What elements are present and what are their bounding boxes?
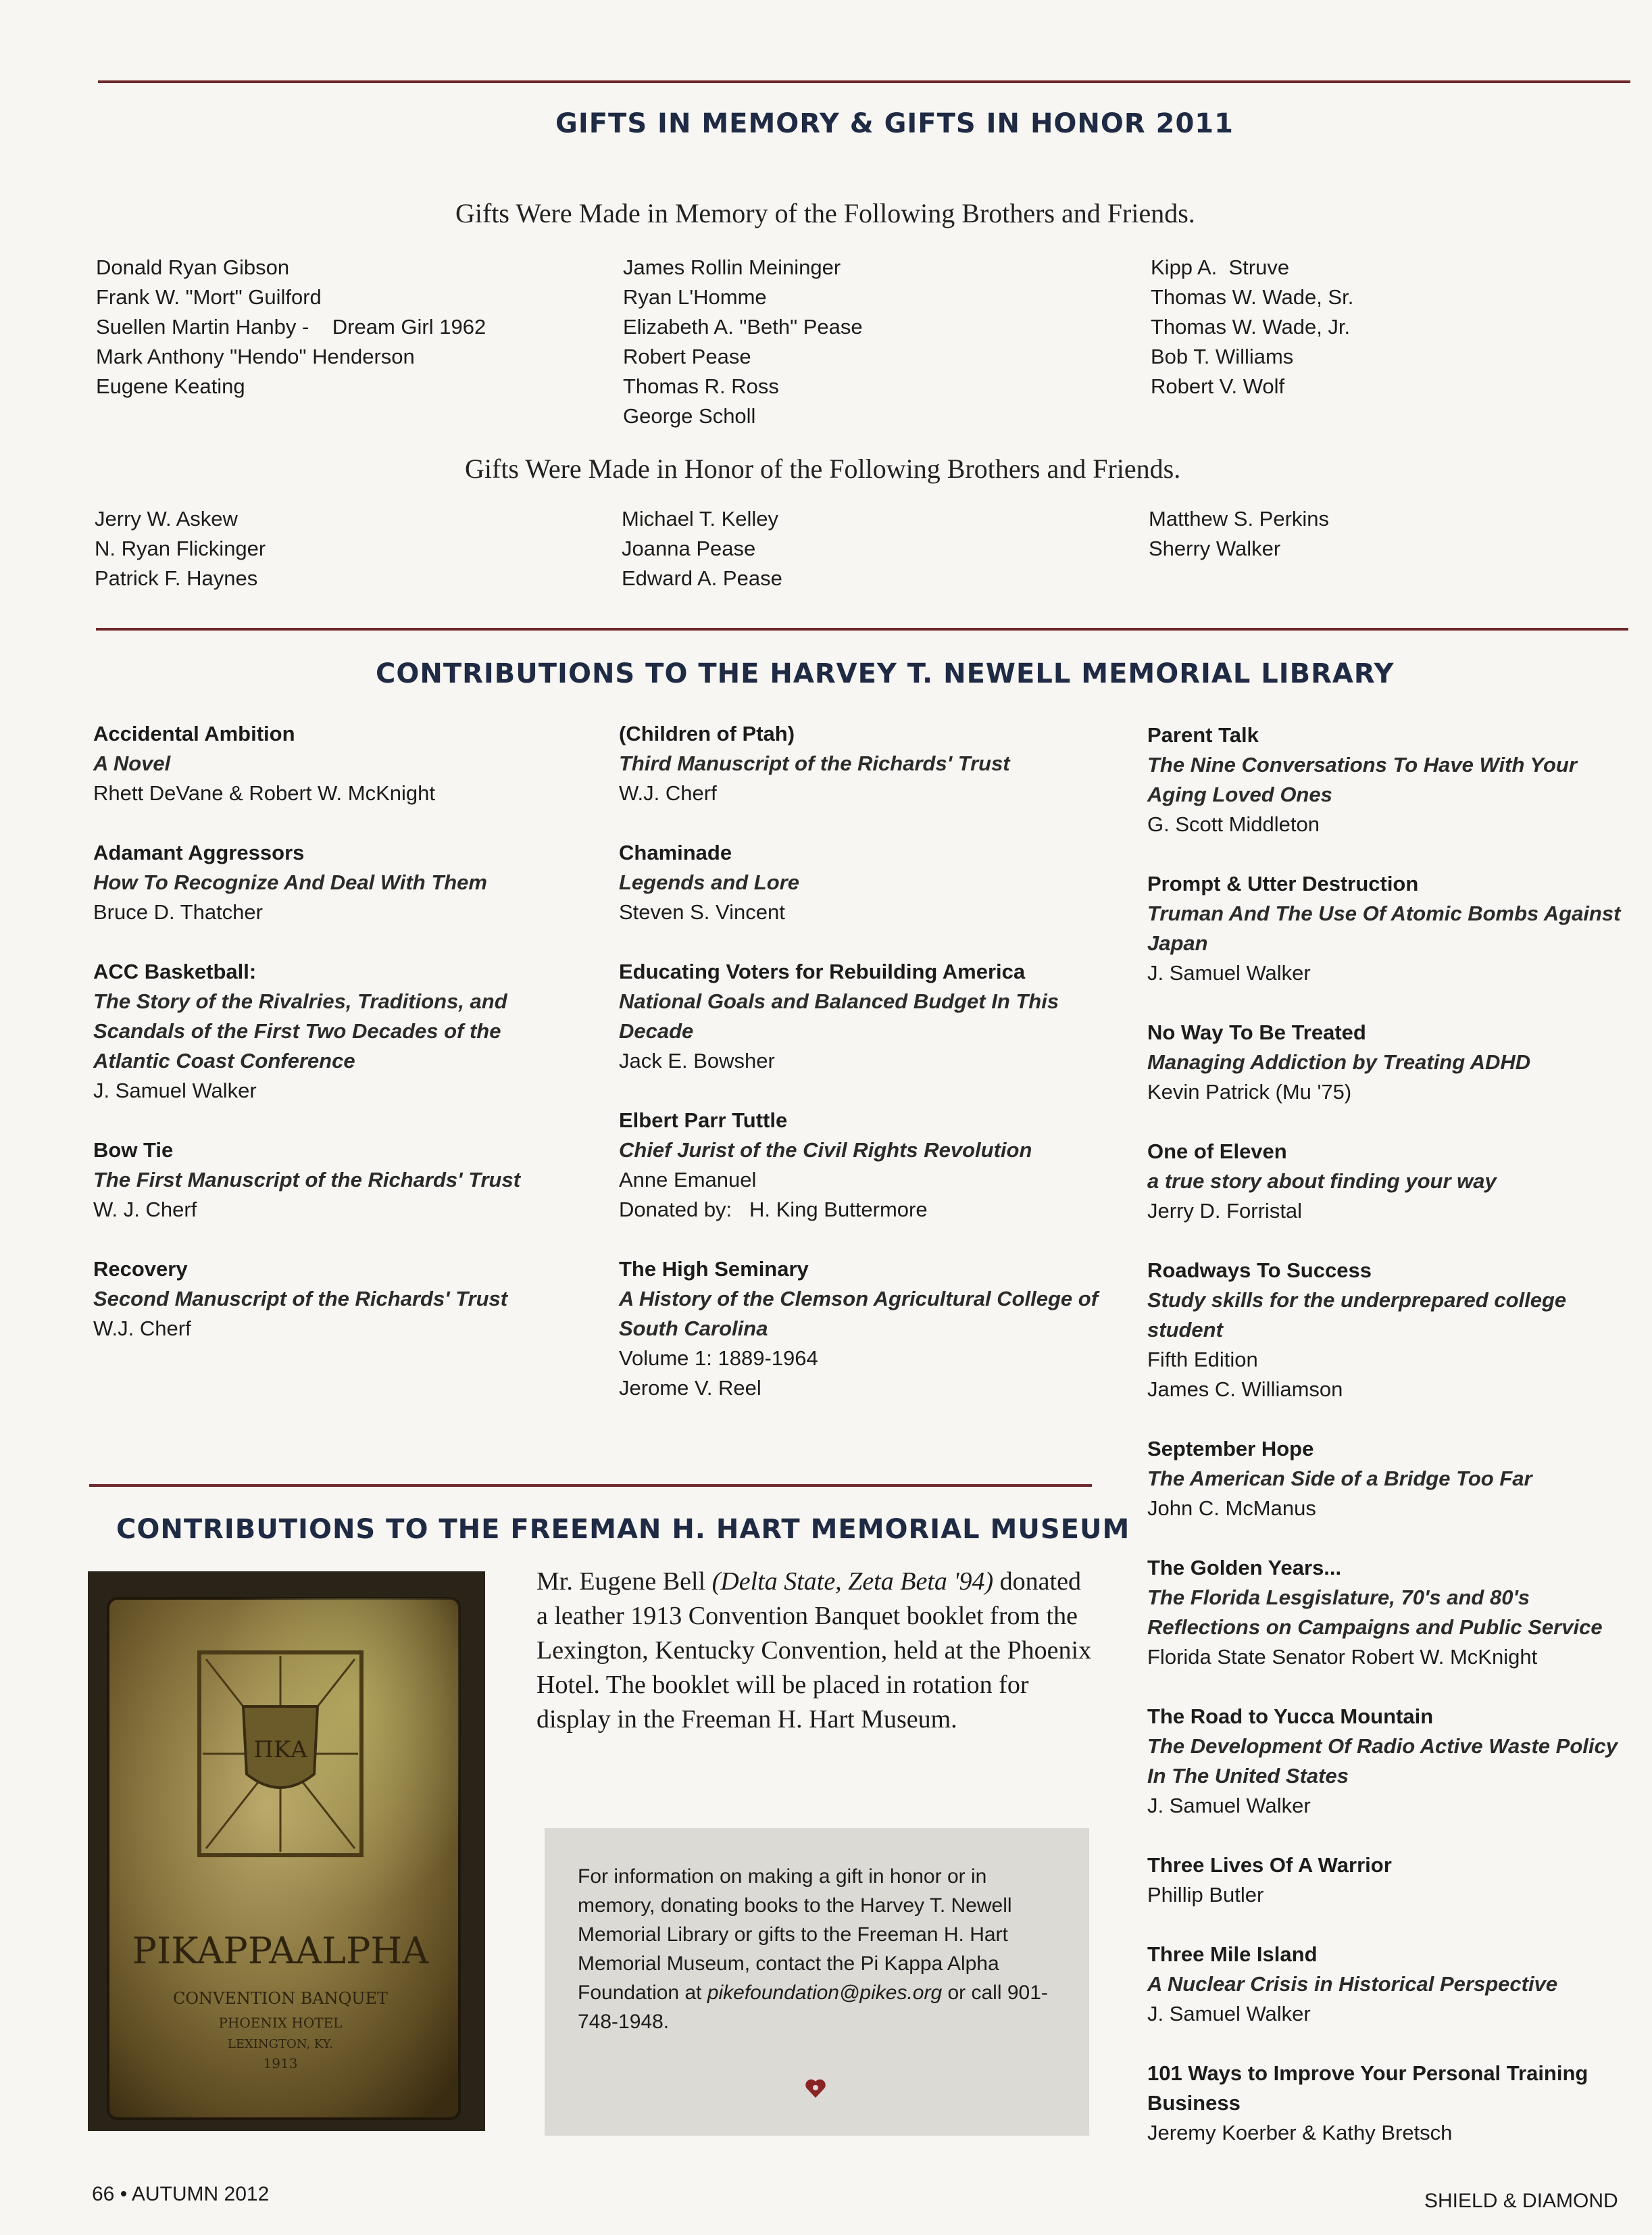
booklet-subtitle-text: CONVENTION BANQUET bbox=[172, 1989, 389, 2008]
book-subtitle: Legends and Lore bbox=[619, 870, 799, 894]
info-phone: or call 901-748-1948. bbox=[578, 1982, 1048, 2033]
library-book-entry bbox=[1147, 1137, 1634, 1226]
book-author: Jerome V. Reel bbox=[619, 1376, 761, 1400]
museum-donation-text bbox=[536, 1565, 1097, 1737]
library-book-entry bbox=[1147, 1850, 1634, 1910]
book-subtitle: How To Recognize And Deal With Them bbox=[93, 870, 487, 894]
honor-name: Michael T. Kelley bbox=[622, 507, 779, 531]
booklet-title-text: PIKAPPAALPHA bbox=[132, 1930, 429, 1972]
book-author: W.J. Cherf bbox=[619, 781, 717, 805]
book-title: September Hope bbox=[1147, 1437, 1314, 1460]
book-title: Accidental Ambition bbox=[93, 722, 295, 745]
memory-name: Elizabeth A. "Beth" Pease bbox=[623, 315, 863, 339]
book-title: One of Eleven bbox=[1147, 1139, 1287, 1163]
book-title: Recovery bbox=[93, 1257, 188, 1281]
memory-name: Frank W. "Mort" Guilford bbox=[96, 285, 322, 309]
museum-rule bbox=[89, 1484, 1092, 1487]
book-title: Parent Talk bbox=[1147, 723, 1259, 747]
book-subtitle: The First Manuscript of the Richards' Trust bbox=[93, 1168, 521, 1192]
book-author: Donated by: H. King Buttermore bbox=[619, 1198, 928, 1221]
library-column-1 bbox=[93, 719, 580, 1373]
memory-name: Mark Anthony "Hendo" Henderson bbox=[96, 345, 415, 368]
memory-column-1 bbox=[96, 253, 486, 401]
heart-icon bbox=[804, 2077, 827, 2100]
book-author: Jack E. Bowsher bbox=[619, 1049, 775, 1073]
book-author: Jerry D. Forristal bbox=[1147, 1199, 1303, 1223]
library-book-entry bbox=[619, 719, 1105, 808]
book-author: James C. Williamson bbox=[1147, 1377, 1343, 1401]
memory-name: George Scholl bbox=[623, 404, 756, 428]
book-author: Florida State Senator Robert W. McKnight bbox=[1147, 1645, 1538, 1669]
library-rule bbox=[96, 628, 1628, 631]
museum-title: CONTRIBUTIONS TO THE FREEMAN H. HART MEMORIAL MUSEUM bbox=[116, 1514, 1130, 1545]
book-subtitle: A Novel bbox=[93, 752, 171, 775]
booklet-year-text: 1913 bbox=[263, 2055, 298, 2071]
book-title: Elbert Parr Tuttle bbox=[619, 1108, 788, 1132]
library-book-entry bbox=[93, 719, 580, 808]
honor-column-3 bbox=[1149, 504, 1329, 564]
book-subtitle: The American Side of a Bridge Too Far bbox=[1147, 1467, 1532, 1490]
info-lead: For information on making a gift in honor or in memory, donating books to the Harvey T. Newell Memorial Library or gifts to the Freeman H. Hart Memorial Museum, contact the Pi Kappa Alpha Foundation at bbox=[578, 1865, 1012, 2004]
book-subtitle: The Development Of Radio Active Waste Policy In The United States bbox=[1147, 1734, 1618, 1788]
booklet-hotel-text: PHOENIX HOTEL bbox=[218, 2015, 343, 2031]
book-subtitle: National Goals and Balanced Budget In This Decade bbox=[619, 989, 1059, 1043]
book-author: W. J. Cherf bbox=[93, 1198, 197, 1221]
honor-name: Edward A. Pease bbox=[622, 566, 782, 590]
memory-column-3 bbox=[1151, 253, 1353, 401]
book-author: Jeremy Koerber & Kathy Bretsch bbox=[1147, 2121, 1453, 2144]
book-title: The High Seminary bbox=[619, 1257, 809, 1281]
library-book-entry bbox=[1147, 1256, 1634, 1404]
book-title: Prompt & Utter Destruction bbox=[1147, 872, 1419, 895]
memory-name: Kipp A. Struve bbox=[1151, 255, 1290, 279]
memory-name: Robert Pease bbox=[623, 345, 751, 368]
book-author: John C. McManus bbox=[1147, 1496, 1316, 1520]
library-book-entry bbox=[1147, 1553, 1634, 1672]
top-rule bbox=[98, 80, 1630, 83]
library-book-entry bbox=[1147, 1018, 1634, 1107]
book-title: Bow Tie bbox=[93, 1138, 174, 1162]
book-author: J. Samuel Walker bbox=[1147, 1794, 1311, 1817]
banquet-booklet-photo bbox=[88, 1571, 485, 2131]
book-subtitle: Truman And The Use Of Atomic Bombs Against Japan bbox=[1147, 902, 1621, 955]
book-title: Roadways To Success bbox=[1147, 1258, 1372, 1282]
memory-name: Donald Ryan Gibson bbox=[96, 255, 290, 279]
book-title: 101 Ways to Improve Your Personal Training Business bbox=[1147, 2061, 1588, 2115]
memory-name: James Rollin Meininger bbox=[623, 255, 841, 279]
gifts-title: GIFTS IN MEMORY & GIFTS IN HONOR 2011 bbox=[555, 108, 1234, 139]
library-book-entry bbox=[1147, 2059, 1634, 2148]
book-subtitle: A History of the Clemson Agricultural College of South Carolina bbox=[619, 1287, 1099, 1340]
donor-name: Mr. Eugene Bell bbox=[536, 1567, 712, 1596]
honor-name: N. Ryan Flickinger bbox=[95, 537, 266, 560]
book-subtitle: A Nuclear Crisis in Historical Perspective bbox=[1147, 1972, 1558, 1996]
honor-name: Jerry W. Askew bbox=[95, 507, 238, 531]
magazine-name: SHIELD & DIAMOND bbox=[1424, 2190, 1618, 2212]
memory-name: Thomas R. Ross bbox=[623, 374, 779, 398]
honor-name: Matthew S. Perkins bbox=[1149, 507, 1330, 531]
book-author: Steven S. Vincent bbox=[619, 900, 785, 924]
library-book-entry bbox=[93, 838, 580, 927]
book-subtitle: Study skills for the underprepared college student bbox=[1147, 1288, 1567, 1342]
book-author: Bruce D. Thatcher bbox=[93, 900, 263, 924]
book-title: Three Lives Of A Warrior bbox=[1147, 1853, 1392, 1877]
memory-heading: Gifts Were Made in Memory of the Following Brothers and Friends. bbox=[455, 198, 1195, 228]
memory-name: Robert V. Wolf bbox=[1151, 374, 1285, 398]
book-author: J. Samuel Walker bbox=[1147, 961, 1311, 985]
book-author: Kevin Patrick (Mu '75) bbox=[1147, 1080, 1352, 1104]
honor-column-2 bbox=[622, 504, 782, 593]
info-text bbox=[578, 1862, 1064, 2036]
library-book-entry bbox=[93, 1135, 580, 1225]
book-subtitle: Managing Addiction by Treating ADHD bbox=[1147, 1050, 1531, 1074]
book-title: Adamant Aggressors bbox=[93, 841, 305, 864]
book-author: J. Samuel Walker bbox=[1147, 2002, 1311, 2025]
library-book-entry bbox=[1147, 1940, 1634, 2029]
library-book-entry bbox=[93, 1254, 580, 1344]
memory-name: Bob T. Williams bbox=[1151, 345, 1294, 368]
library-book-entry bbox=[1147, 720, 1634, 839]
book-title: ACC Basketball: bbox=[93, 960, 257, 983]
library-book-entry bbox=[619, 1106, 1105, 1225]
honor-heading: Gifts Were Made in Honor of the Following Brothers and Friends. bbox=[465, 453, 1181, 484]
memory-name: Suellen Martin Hanby - Dream Girl 1962 bbox=[96, 315, 486, 339]
honor-name: Joanna Pease bbox=[622, 537, 756, 560]
foundation-email-link[interactable]: pikefoundation@pikes.org bbox=[707, 1982, 943, 2004]
memory-name: Thomas W. Wade, Jr. bbox=[1151, 315, 1351, 339]
book-author: W.J. Cherf bbox=[93, 1317, 191, 1340]
book-title: No Way To Be Treated bbox=[1147, 1021, 1366, 1044]
memory-name: Ryan L'Homme bbox=[623, 285, 767, 309]
library-column-2 bbox=[619, 719, 1105, 1433]
book-subtitle: Second Manuscript of the Richards' Trust bbox=[93, 1287, 508, 1310]
book-title: Educating Voters for Rebuilding America bbox=[619, 960, 1026, 983]
memory-name: Thomas W. Wade, Sr. bbox=[1151, 285, 1354, 309]
memory-name: Eugene Keating bbox=[96, 374, 245, 398]
book-author: G. Scott Middleton bbox=[1147, 812, 1320, 836]
page-number-issue: 66 • AUTUMN 2012 bbox=[92, 2183, 270, 2205]
library-book-entry bbox=[1147, 1702, 1634, 1821]
book-author: Volume 1: 1889-1964 bbox=[619, 1346, 818, 1370]
library-book-entry bbox=[619, 957, 1105, 1076]
book-author: Rhett DeVane & Robert W. McKnight bbox=[93, 781, 435, 805]
book-subtitle: a true story about finding your way bbox=[1147, 1169, 1497, 1193]
library-book-entry bbox=[1147, 869, 1634, 988]
honor-name: Sherry Walker bbox=[1149, 537, 1281, 560]
library-title: CONTRIBUTIONS TO THE HARVEY T. NEWELL MEMORIAL LIBRARY bbox=[376, 658, 1395, 689]
book-subtitle: Third Manuscript of the Richards' Trust bbox=[619, 752, 1010, 775]
booklet-city-text: LEXINGTON, KY. bbox=[227, 2037, 334, 2051]
library-book-entry bbox=[1147, 1434, 1634, 1523]
book-author: Phillip Butler bbox=[1147, 1883, 1264, 1907]
honor-column-1 bbox=[95, 504, 266, 593]
library-book-entry bbox=[619, 838, 1105, 927]
book-author: Fifth Edition bbox=[1147, 1348, 1258, 1371]
library-book-entry bbox=[619, 1254, 1105, 1403]
library-column-3 bbox=[1147, 720, 1634, 2178]
library-book-entry bbox=[93, 957, 580, 1106]
book-title: Chaminade bbox=[619, 841, 732, 864]
book-author: Anne Emanuel bbox=[619, 1168, 757, 1192]
book-title: The Golden Years... bbox=[1147, 1556, 1342, 1579]
book-title: The Road to Yucca Mountain bbox=[1147, 1704, 1434, 1728]
donation-description: donated a leather 1913 Convention Banquet booklet from the Lexington, Kentucky Convention, held at the Phoenix Hotel. The booklet will be placed in rotation for display in the Freeman H. Hart Museum. bbox=[536, 1567, 1092, 1734]
book-subtitle: The Florida Lesgislature, 70's and 80's Reflections on Campaigns and Public Service bbox=[1147, 1586, 1603, 1639]
memory-column-2 bbox=[623, 253, 863, 431]
book-subtitle: The Story of the Rivalries, Traditions, and Scandals of the First Two Decades of the Atlantic Coast Conference bbox=[93, 989, 507, 1073]
book-subtitle: Chief Jurist of the Civil Rights Revolution bbox=[619, 1138, 1032, 1162]
crest-letters: ΠΚΑ bbox=[253, 1736, 307, 1763]
book-subtitle: The Nine Conversations To Have With Your Aging Loved Ones bbox=[1147, 753, 1577, 806]
book-title: Three Mile Island bbox=[1147, 1942, 1318, 1966]
booklet-cover-image bbox=[88, 1571, 485, 2131]
honor-name: Patrick F. Haynes bbox=[95, 566, 258, 590]
book-author: J. Samuel Walker bbox=[93, 1079, 257, 1102]
book-title: (Children of Ptah) bbox=[619, 722, 795, 745]
donor-chapter: (Delta State, Zeta Beta '94) bbox=[711, 1567, 994, 1596]
